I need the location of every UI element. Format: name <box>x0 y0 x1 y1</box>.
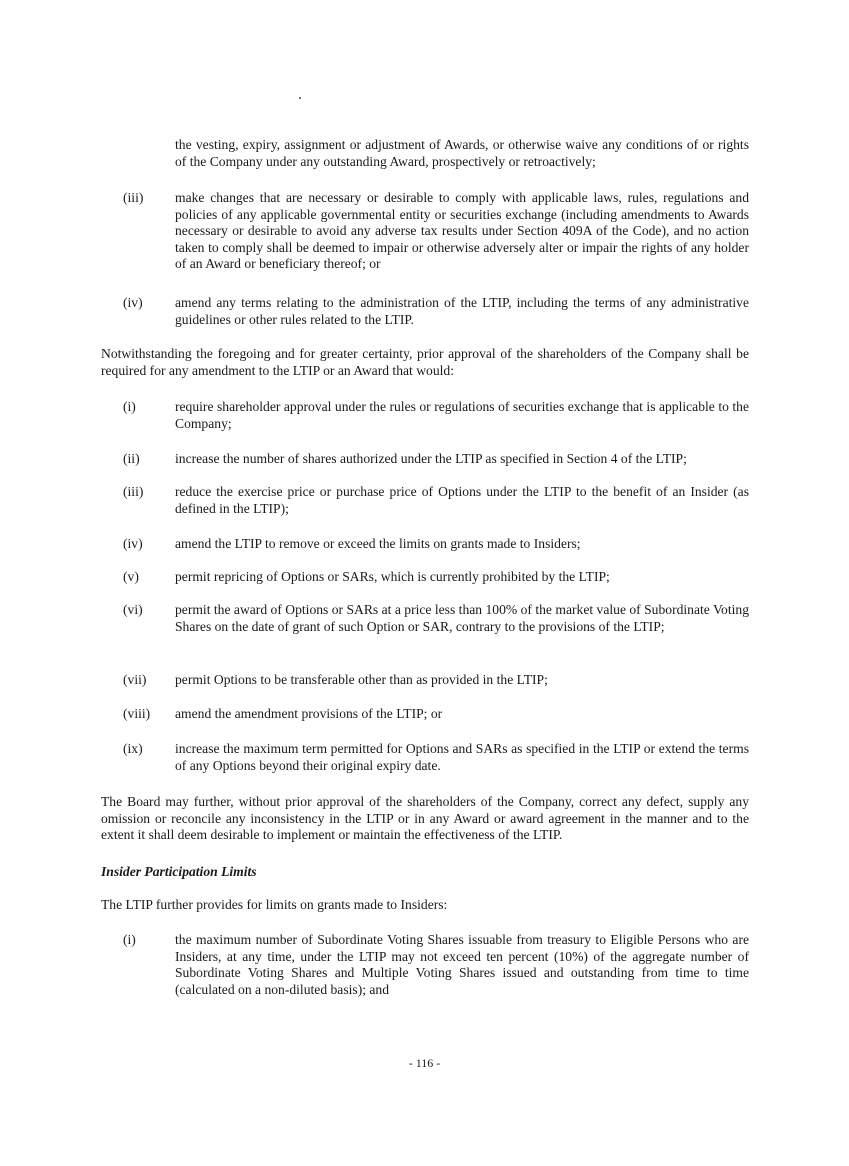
list-item-text: reduce the exercise price or purchase price of Options under the LTIP to the benefit of an Insider (as defined in the LTIP); <box>175 484 749 516</box>
list-item-number: (iii) <box>123 190 144 205</box>
list-item-number: (i) <box>123 399 136 414</box>
list-item-number: (viii) <box>123 706 151 721</box>
list-item-number: (vii) <box>123 672 147 687</box>
list-item-number: (i) <box>123 932 136 947</box>
list-item-number: (iii) <box>123 484 144 499</box>
list-item-text: amend any terms relating to the administration of the LTIP, including the terms of any administrative guidelines or other rules related to the LTIP. <box>175 295 749 327</box>
board-paragraph: The Board may further, without prior approval of the shareholders of the Company, correct any defect, supply any omission or reconcile any inconsistency in the LTIP or in any Award or award agreement in the manner and to the extent it shall deem desirable to implement or maintain the effectiveness of the LTIP. <box>101 794 749 842</box>
limits-intro: The LTIP further provides for limits on grants made to Insiders: <box>101 897 448 912</box>
list-item-text: amend the LTIP to remove or exceed the limits on grants made to Insiders; <box>175 536 581 551</box>
list-item-number: (ii) <box>123 451 140 466</box>
notwithstanding-paragraph: Notwithstanding the foregoing and for greater certainty, prior approval of the shareholders of the Company shall be required for any amendment to the LTIP or an Award that would: <box>101 346 749 378</box>
stray-mark <box>299 97 301 99</box>
list-item-text: make changes that are necessary or desirable to comply with applicable laws, rules, regulations and policies of any applicable governmental entity or securities exchange (including amendments to Awards necessary or desirable to avoid any adverse tax results under Section 409A of the Code), and no action taken to comply shall be deemed to impair or otherwise adversely alter or impair the rights of any holder of an Award or beneficiary thereof; or <box>175 190 749 271</box>
list-item-number: (ix) <box>123 741 143 756</box>
list-item-text: amend the amendment provisions of the LTIP; or <box>175 706 443 721</box>
list-item-number: (v) <box>123 569 139 584</box>
list-item-text: the maximum number of Subordinate Voting Shares issuable from treasury to Eligible Persons who are Insiders, at any time, under the LTIP may not exceed ten percent (10%) of the aggregate number of Subordinate Voting Shares and Multiple Voting Shares issued and outstanding from time to time (calculated on a non-diluted basis); and <box>175 932 749 997</box>
list-item-number: (vi) <box>123 602 143 617</box>
section-heading: Insider Participation Limits <box>101 864 257 879</box>
list-item-text: permit the award of Options or SARs at a price less than 100% of the market value of Subordinate Voting Shares on the date of grant of such Option or SAR, contrary to the provisions of the LTIP; <box>175 602 749 634</box>
list-item-text: permit Options to be transferable other than as provided in the LTIP; <box>175 672 548 687</box>
list-item-number: (iv) <box>123 536 143 551</box>
list-item-text: increase the number of shares authorized under the LTIP as specified in Section 4 of the LTIP; <box>175 451 687 466</box>
list-item-text: permit repricing of Options or SARs, which is currently prohibited by the LTIP; <box>175 569 610 584</box>
list-item-number: (iv) <box>123 295 143 310</box>
page-number: - 116 - <box>408 1056 441 1070</box>
list-item-text: require shareholder approval under the rules or regulations of securities exchange that is applicable to the Company; <box>175 399 749 431</box>
list-item-text: increase the maximum term permitted for Options and SARs as specified in the LTIP or extend the terms of any Options beyond their original expiry date. <box>175 741 749 773</box>
continuation-text: the vesting, expiry, assignment or adjustment of Awards, or otherwise waive any conditions of or rights of the Company under any outstanding Award, prospectively or retroactively; <box>175 137 749 169</box>
